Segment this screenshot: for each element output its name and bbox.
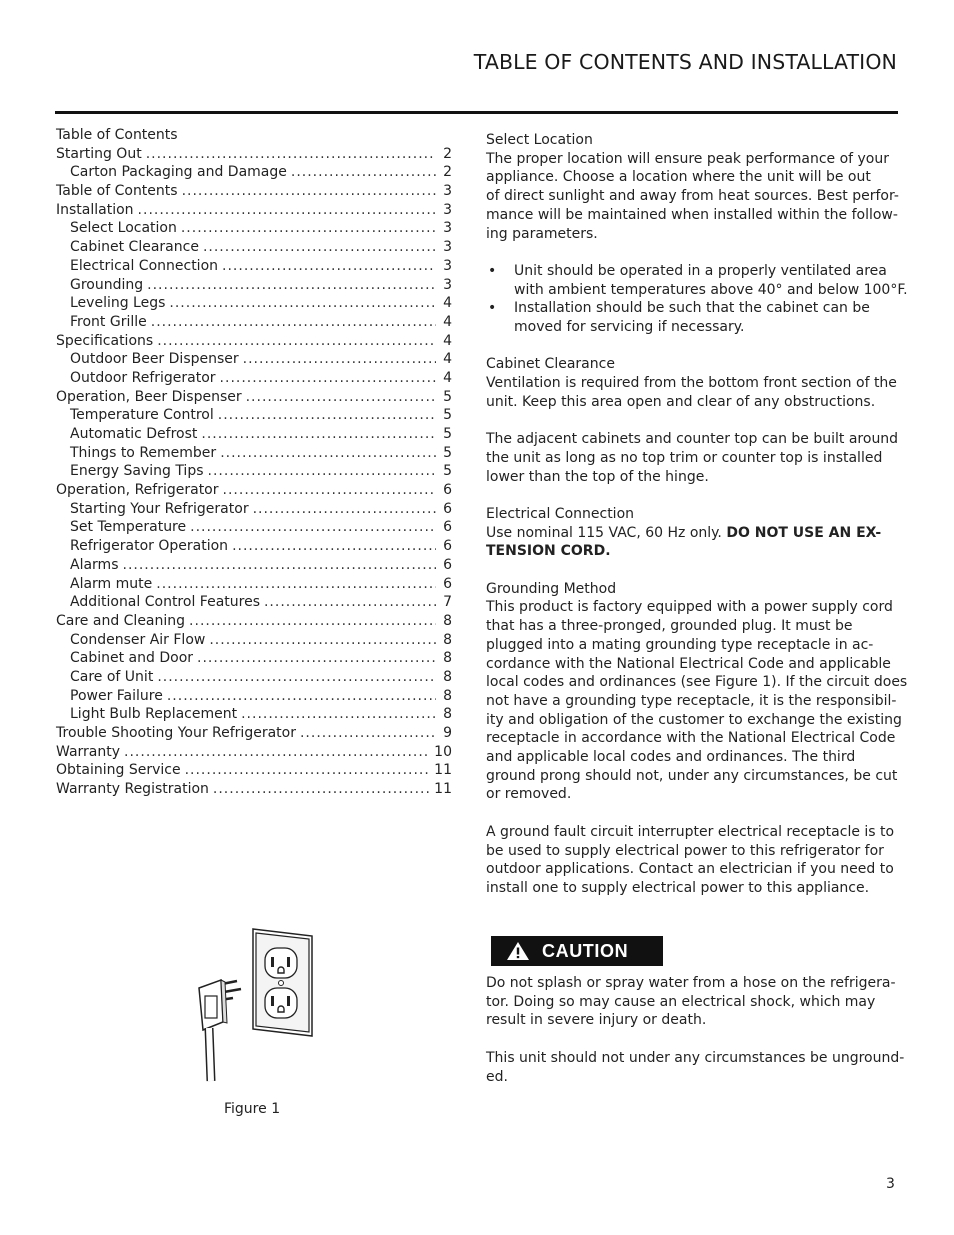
- caution-banner: [491, 936, 663, 966]
- extension-cord-warning-cont: TENSION CORD.: [486, 543, 611, 560]
- toc-entry-page: 8: [443, 687, 452, 704]
- toc-entry-page: 5: [443, 444, 452, 461]
- text-line: appliance. Choose a location where the unit will be out: [486, 169, 871, 186]
- toc-entry: [56, 257, 452, 276]
- toc-entry: [56, 705, 452, 724]
- toc-heading: Table of Contents: [56, 127, 178, 143]
- toc-dot-leader: [246, 388, 436, 407]
- toc-entry: [56, 593, 452, 612]
- toc-entry-label: Select Location: [70, 220, 177, 237]
- text-line: cordance with the National Electrical Code and applicable: [486, 655, 891, 672]
- toc-entry-page: 11: [434, 781, 452, 798]
- toc-entry: [56, 238, 452, 257]
- text-line: tor. Doing so may cause an electrical shock, which may: [486, 993, 876, 1010]
- toc-entry: [56, 556, 452, 575]
- toc-entry: [56, 294, 452, 313]
- toc-dot-leader: [220, 444, 436, 463]
- toc-dot-leader: [157, 332, 436, 351]
- toc-dot-leader: [300, 724, 436, 743]
- page-title: TABLE OF CONTENTS AND INSTALLATION: [473, 50, 897, 74]
- electrical-connection-line-1: [486, 524, 900, 543]
- toc-entry-page: 8: [443, 668, 452, 685]
- bullet-item: [486, 262, 908, 299]
- toc-entry: [56, 575, 452, 594]
- toc-dot-leader: [213, 780, 430, 799]
- toc-entry-label: Outdoor Beer Dispenser: [70, 351, 239, 368]
- toc-entry-page: 5: [443, 388, 452, 405]
- toc-entry: [56, 425, 452, 444]
- text-line: not have a grounding type receptacle, it is the responsibil-: [486, 692, 897, 709]
- toc-entry-label: Carton Packaging and Damage: [70, 164, 287, 181]
- toc-entry: [56, 724, 452, 743]
- toc-entry: [56, 668, 452, 687]
- toc-entry-page: 2: [443, 164, 452, 181]
- text-line: mance will be maintained when installed within the follow-: [486, 206, 898, 223]
- toc-entry-page: 7: [443, 594, 452, 611]
- toc-entry: [56, 761, 452, 780]
- toc-entry: [56, 388, 452, 407]
- toc-entry-label: Power Failure: [70, 687, 163, 704]
- text-line: A ground fault circuit interrupter electrical receptacle is to: [486, 823, 895, 840]
- warning-triangle-icon: [506, 941, 530, 961]
- toc-dot-leader: [123, 556, 437, 575]
- toc-entry-label: Leveling Legs: [70, 295, 166, 312]
- toc-dot-leader: [223, 481, 436, 500]
- bullet-symbol: •: [488, 300, 497, 317]
- toc-entry-label: Care of Unit: [70, 668, 154, 685]
- toc-entry: [56, 743, 452, 762]
- toc-entry-label: Warranty: [56, 743, 121, 760]
- text-line: lower than the top of the hinge.: [486, 468, 709, 485]
- bullet-line: with ambient temperatures above 40° and below 100°F.: [514, 281, 908, 298]
- toc-dot-leader: [220, 369, 436, 388]
- bullet-line: moved for servicing if necessary.: [514, 319, 745, 335]
- toc-entry-label: Additional Control Features: [70, 594, 260, 611]
- text-line: be used to supply electrical power to this refrigerator for: [486, 842, 884, 859]
- text-line: receptacle in accordance with the National Electrical Code: [486, 730, 896, 747]
- toc-dot-leader: [253, 500, 436, 519]
- toc-entry-label: Outdoor Refrigerator: [70, 369, 216, 386]
- toc-entry-page: 3: [443, 201, 452, 218]
- toc-entry: [56, 687, 452, 706]
- cabinet-clearance-title: Cabinet Clearance: [486, 356, 615, 373]
- toc-entry-label: Set Temperature: [70, 519, 187, 536]
- toc-dot-leader: [181, 219, 436, 238]
- toc-entry-page: 4: [443, 351, 452, 368]
- toc-entry-page: 6: [443, 500, 452, 517]
- toc-dot-leader: [157, 668, 436, 687]
- toc-entry: [56, 631, 452, 650]
- text-line: the unit as long as no top trim or counter top is installed: [486, 449, 883, 466]
- toc-dot-leader: [232, 537, 436, 556]
- toc-entry-label: Light Bulb Replacement: [70, 706, 238, 723]
- toc-entry: [56, 369, 452, 388]
- toc-entry-page: 3: [443, 276, 452, 293]
- text-line: This product is factory equipped with a power supply cord: [486, 599, 893, 616]
- toc-entry-page: 6: [443, 575, 452, 592]
- text-line: The adjacent cabinets and counter top can be built around: [486, 431, 899, 448]
- text-line: ing parameters.: [486, 225, 598, 242]
- caution-para-1: [486, 974, 900, 1030]
- toc-entry-label: Alarm mute: [70, 575, 153, 592]
- grounding-section: [486, 580, 908, 898]
- figure-caption: Figure 1: [224, 1101, 281, 1117]
- toc-entry-page: 5: [443, 407, 452, 424]
- toc-entry-page: 5: [443, 463, 452, 480]
- toc-entry: [56, 145, 452, 164]
- text-line: plugged into a mating grounding type receptacle in ac-: [486, 636, 874, 653]
- electrical-plain-text: Use nominal 115 VAC, 60 Hz only.: [486, 524, 727, 541]
- toc-entry-page: 4: [443, 295, 452, 312]
- text-line: of direct sunlight and away from heat sources. Best perfor-: [486, 188, 899, 205]
- text-line: Ventilation is required from the bottom front section of the: [486, 375, 897, 392]
- toc-entry: [56, 219, 452, 238]
- toc-dot-leader: [151, 313, 436, 332]
- toc-dot-leader: [156, 575, 436, 594]
- toc-dot-leader: [185, 761, 431, 780]
- toc-entry-page: 3: [443, 183, 452, 200]
- toc-entry-label: Table of Contents: [56, 183, 178, 200]
- toc-entry-page: 10: [434, 743, 452, 760]
- toc-dot-leader: [218, 406, 436, 425]
- bullet-line: Unit should be operated in a properly ventilated area: [514, 262, 887, 279]
- toc-entry-page: 2: [443, 145, 452, 162]
- cabinet-clearance-section: [486, 355, 900, 486]
- toc-entry-page: 8: [443, 650, 452, 667]
- page-number: 3: [886, 1176, 895, 1192]
- toc-dot-leader: [201, 425, 436, 444]
- toc-dot-leader: [208, 462, 436, 481]
- toc-entry-page: 5: [443, 426, 452, 442]
- toc-entry-page: 6: [443, 482, 452, 499]
- grounded-plug-figure: [197, 926, 317, 1084]
- toc-entry: [56, 649, 452, 668]
- select-location-title: Select Location: [486, 132, 593, 148]
- toc-entry: [56, 276, 452, 295]
- toc-dot-leader: [241, 705, 436, 724]
- toc-list: [56, 145, 452, 799]
- toc-entry-label: Care and Cleaning: [56, 612, 186, 629]
- text-line: Do not splash or spray water from a hose on the refrigera-: [486, 975, 896, 991]
- toc-entry-page: 11: [434, 762, 452, 779]
- text-line: result in severe injury or death.: [486, 1012, 707, 1029]
- toc-dot-leader: [138, 201, 436, 220]
- toc-entry-page: 4: [443, 332, 452, 349]
- toc-entry-page: 6: [443, 519, 452, 536]
- text-line: install one to supply electrical power to this appliance.: [486, 879, 870, 896]
- toc-dot-leader: [147, 276, 436, 295]
- toc-dot-leader: [291, 163, 436, 182]
- toc-entry: [56, 444, 452, 463]
- cabinet-clearance-para-1: [486, 374, 900, 411]
- toc-entry-page: 3: [443, 239, 452, 256]
- toc-dot-leader: [169, 294, 436, 313]
- toc-entry: [56, 518, 452, 537]
- text-line: outdoor applications. Contact an electrician if you need to: [486, 861, 894, 878]
- toc-entry-label: Refrigerator Operation: [70, 538, 229, 555]
- bullet-symbol: •: [488, 262, 497, 279]
- caution-para-2: [486, 1049, 905, 1086]
- toc-entry: [56, 163, 452, 182]
- toc-entry-label: Cabinet Clearance: [70, 239, 199, 256]
- toc-entry-label: Starting Your Refrigerator: [70, 500, 249, 517]
- toc-entry: [56, 350, 452, 369]
- toc-entry: [56, 537, 452, 556]
- toc-entry-label: Energy Saving Tips: [70, 463, 204, 480]
- toc-entry-page: 6: [443, 556, 452, 573]
- toc-entry-page: 3: [443, 257, 452, 274]
- toc-dot-leader: [182, 182, 436, 201]
- toc-entry-page: 6: [443, 538, 452, 555]
- toc-dot-leader: [209, 631, 436, 650]
- toc-entry-label: Grounding: [70, 276, 144, 293]
- toc-dot-leader: [243, 350, 436, 369]
- caution-label: CAUTION: [542, 940, 629, 961]
- toc-entry-label: Front Grille: [70, 313, 147, 330]
- text-line: ground prong should not, under any circumstances, be cut: [486, 767, 898, 784]
- text-line: that has a three-pronged, grounded plug. It must be: [486, 618, 853, 635]
- toc-entry-page: 3: [443, 220, 452, 237]
- toc-entry-label: Trouble Shooting Your Refrigerator: [56, 725, 296, 741]
- toc-entry: [56, 182, 452, 201]
- table-of-contents: [56, 126, 452, 799]
- toc-entry: [56, 612, 452, 631]
- grounding-title: Grounding Method: [486, 580, 617, 597]
- toc-entry-page: 8: [443, 706, 452, 723]
- header-rule: [55, 111, 898, 114]
- toc-entry-label: Specifications: [56, 332, 154, 349]
- toc-entry: [56, 201, 452, 220]
- toc-entry-label: Starting Out: [56, 145, 142, 162]
- toc-entry: [56, 406, 452, 425]
- toc-dot-leader: [197, 649, 436, 668]
- bullet-item: [486, 299, 900, 336]
- grounding-para-1: [486, 598, 908, 804]
- toc-entry-label: Condenser Air Flow: [70, 631, 206, 648]
- toc-dot-leader: [190, 518, 436, 537]
- toc-entry: [56, 462, 452, 481]
- toc-entry-page: 8: [443, 631, 452, 648]
- electrical-connection-section: [486, 505, 900, 561]
- text-line: unit. Keep this area open and clear of any obstructions.: [486, 393, 876, 410]
- toc-dot-leader: [189, 612, 436, 631]
- toc-entry-page: 8: [443, 612, 452, 629]
- select-location-body: [486, 150, 900, 244]
- text-line: local codes and ordinances (see Figure 1). If the circuit does: [486, 674, 908, 691]
- grounding-para-2: [486, 823, 900, 898]
- toc-entry-label: Automatic Defrost: [70, 426, 198, 442]
- text-line: ed.: [486, 1068, 508, 1085]
- cabinet-clearance-para-2: [486, 430, 900, 486]
- toc-entry: [56, 313, 452, 332]
- select-location-bullets: [486, 262, 908, 337]
- toc-entry-label: Operation, Refrigerator: [56, 482, 219, 499]
- toc-dot-leader: [146, 145, 436, 164]
- toc-dot-leader: [124, 743, 430, 762]
- toc-entry-page: 4: [443, 369, 452, 386]
- toc-entry: [56, 780, 452, 799]
- text-line: ity and obligation of the customer to exchange the existing: [486, 711, 902, 728]
- toc-entry-label: Installation: [56, 201, 134, 218]
- text-line: This unit should not under any circumstances be unground-: [486, 1049, 905, 1066]
- toc-entry-page: 9: [443, 725, 452, 741]
- toc-entry-label: Operation, Beer Dispenser: [56, 388, 242, 405]
- bullet-line: Installation should be such that the cabinet can be: [514, 300, 870, 317]
- installation-column: [486, 131, 908, 898]
- toc-entry-label: Electrical Connection: [70, 257, 219, 274]
- toc-dot-leader: [203, 238, 436, 257]
- toc-dot-leader: [264, 593, 436, 612]
- text-line: and applicable local codes and ordinances. The third: [486, 749, 856, 766]
- toc-dot-leader: [222, 257, 436, 276]
- toc-dot-leader: [167, 687, 436, 706]
- select-location-section: [486, 131, 908, 337]
- toc-entry: [56, 481, 452, 500]
- electrical-connection-title: Electrical Connection: [486, 505, 635, 522]
- toc-entry: [56, 332, 452, 351]
- text-line: The proper location will ensure peak performance of your: [486, 150, 889, 167]
- toc-entry-label: Alarms: [70, 556, 119, 573]
- toc-entry-page: 4: [443, 313, 452, 330]
- toc-entry: [56, 500, 452, 519]
- toc-entry-label: Things to Remember: [70, 444, 217, 461]
- toc-entry-label: Obtaining Service: [56, 762, 181, 779]
- extension-cord-warning: DO NOT USE AN EX-: [726, 524, 882, 541]
- text-line: or removed.: [486, 786, 572, 803]
- toc-entry-label: Temperature Control: [70, 407, 214, 424]
- caution-text: [486, 974, 905, 1086]
- toc-entry-label: Cabinet and Door: [70, 650, 194, 667]
- toc-entry-label: Warranty Registration: [56, 781, 209, 798]
